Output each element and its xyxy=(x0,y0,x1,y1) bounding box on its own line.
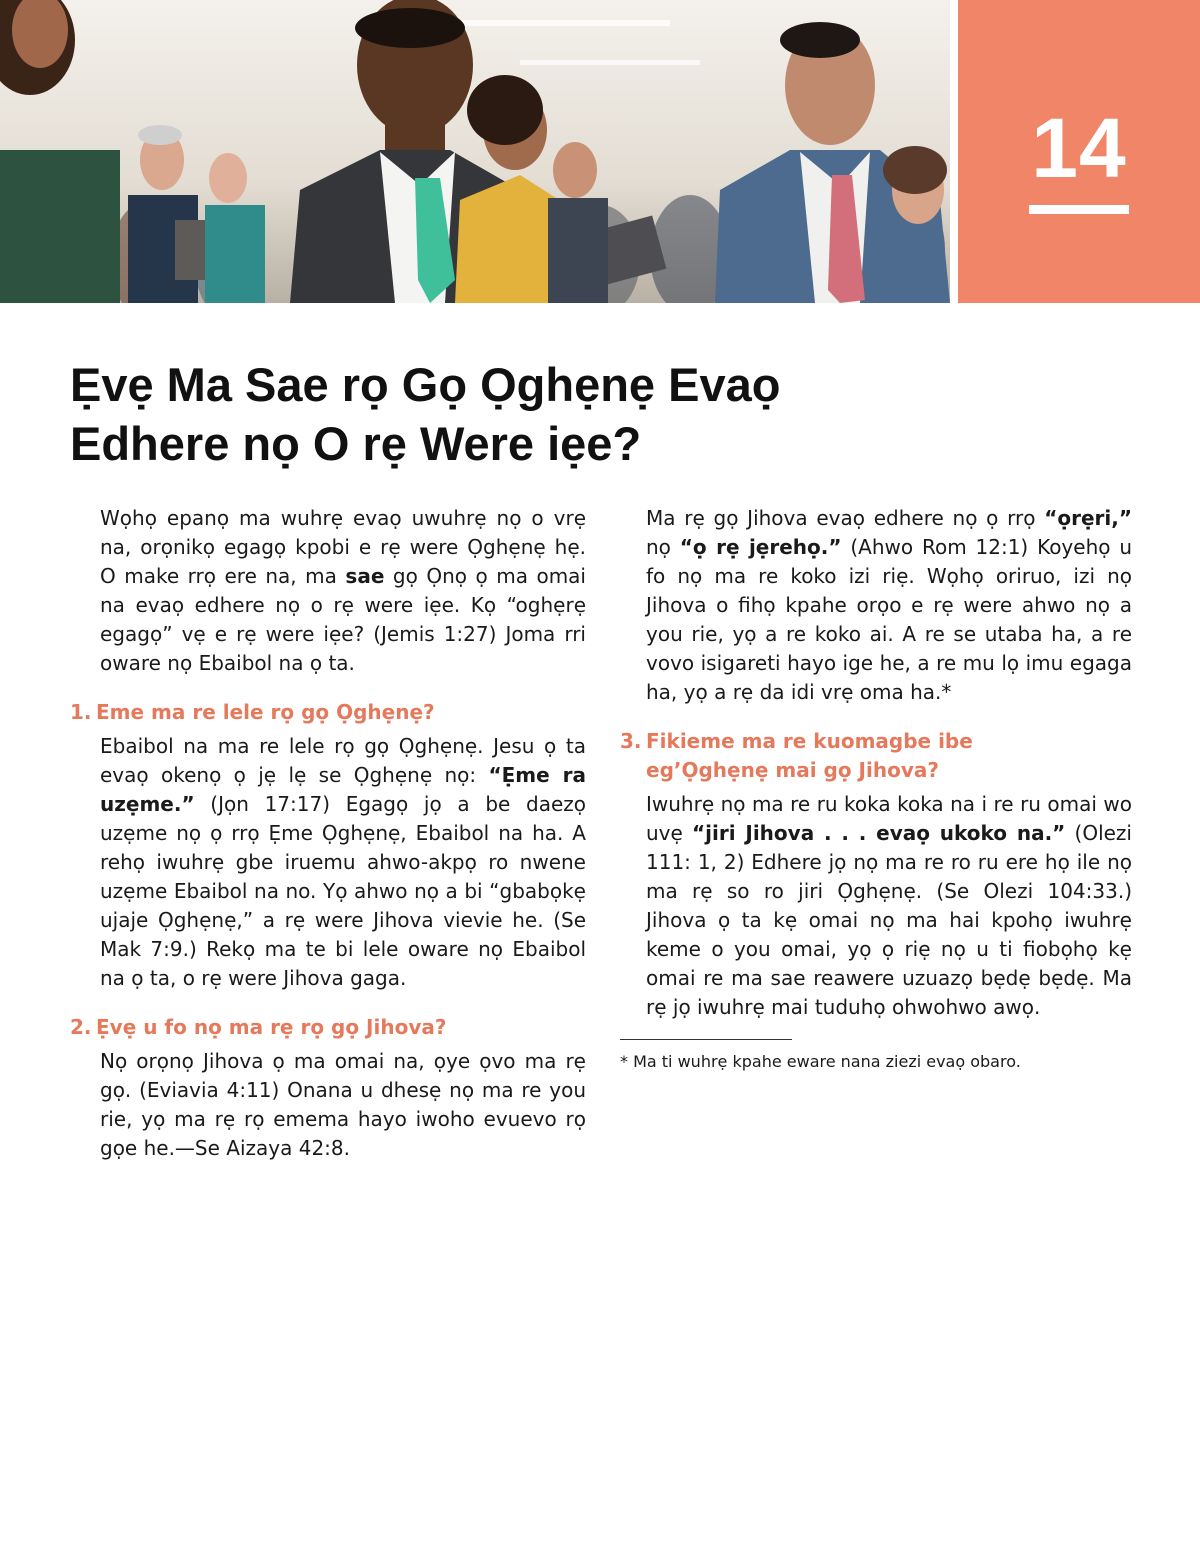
question-1-number: 1. xyxy=(70,700,92,724)
lesson-number: 14 xyxy=(1031,101,1127,195)
intro-paragraph xyxy=(70,504,586,678)
question-2 xyxy=(70,1013,586,1042)
footnote-divider xyxy=(620,1039,792,1040)
question-2-text: Ẹvẹ u fo nọ ma rẹ rọ gọ Jihova? xyxy=(96,1015,447,1039)
header-photo xyxy=(0,0,950,303)
question-1-text: Eme ma re lele rọ gọ Ọghẹnẹ? xyxy=(96,700,435,724)
answer-2-cont-bold-2: “ọ rẹ jẹrehọ.” xyxy=(679,535,842,559)
answer-3-paragraph xyxy=(620,790,1132,1022)
question-3-number: 3. xyxy=(620,729,642,753)
question-1 xyxy=(70,698,586,727)
lesson-number-underline xyxy=(1029,205,1129,214)
answer-2-text-1: Nọ orọnọ Jihova ọ ma omai na, ọye ọvo ma rẹ gọ. (Eviavia 4:11) Onana u dhesẹ nọ ma re you rie, yọ ma rẹ rọ emema hayo iwoho evuevo rọ gọe he.—Se Aizaya 42:8. xyxy=(100,1049,586,1160)
answer-1-paragraph xyxy=(70,732,586,993)
answer-1-bold-1: “Ẹme ra uzẹme.” xyxy=(100,763,586,816)
question-3-line-1: Fikieme ma re kuomagbe ibe xyxy=(646,729,973,753)
question-3-line-2: eg’Ọghẹnẹ mai gọ Jihova? xyxy=(646,758,939,782)
intro-text-2: gọ Ọnọ ọ ma omai na evaọ edhere nọ o rẹ were iẹe. Kọ “oghẹrẹ egagọ” vẹ e rẹ were iẹe? (Jemis 1:27) Joma rri oware nọ Ebaibol na ọ ta. xyxy=(100,564,586,675)
page-title-line-2: Edhere nọ O rẹ Were iẹe? xyxy=(70,417,642,470)
footnote: * Ma ti wuhrẹ kpahe eware nana ziezi evaọ obaro. xyxy=(620,1052,1021,1071)
intro-bold-1: sae xyxy=(345,564,385,588)
lesson-number-badge xyxy=(958,0,1200,303)
question-3 xyxy=(620,727,1132,785)
answer-2-cont-bold-1: “ọrẹri,” xyxy=(1044,506,1132,530)
answer-2-continued-paragraph xyxy=(620,504,1132,707)
page-title xyxy=(70,355,1130,473)
intro-text-1: Wọhọ epanọ ma wuhrẹ evaọ uwuhrẹ nọ o vrẹ na, orọnikọ egagọ kpobi e rẹ were Ọghẹnẹ hẹ. O make rrọ ere na, ma xyxy=(100,506,586,588)
answer-3-text-2: (Olezi 111: 1, 2) Edhere jọ nọ ma re ro ru ere họ ile nọ ma rẹ so ro jiri Ọghẹnẹ. (Se Olezi 104:33.) Jihova ọ ta kẹ omai nọ ma hai kpohọ iwuhrẹ keme o you omai, yọ ọ riẹ nọ u ti fiobọhọ kẹ omai re ma sae reawere uzuazọ bẹdẹ bẹdẹ. Ma rẹ jọ iwuhrẹ mai tuduhọ ohwohwo awọ. xyxy=(646,821,1132,1019)
answer-1-text-2: (Jọn 17:17) Egagọ jọ a be daezọ uzẹme nọ ọ rrọ Ẹme Ọghẹnẹ, Ebaibol na ha. A rehọ iwuhrẹ gbe iruemu ahwo-akpọ ro nwene uzẹme Ebaibol na no. Yọ ahwo nọ a bi “gbabọkẹ ujaje Ọghẹnẹ,” a rẹ were Jihova vievie he. (Se Mak 7:9.) Rekọ ma te bi lele oware nọ Ebaibol na ọ ta, o rẹ were Jihova gaga. xyxy=(100,792,586,990)
answer-3-bold-1: “jiri Jihova . . . evaọ ukoko na.” xyxy=(692,821,1066,845)
answer-3-text-1: Iwuhrẹ nọ ma re ru koka koka na i re ru omai wo uvẹ xyxy=(646,792,1132,845)
question-3-text xyxy=(646,727,1132,785)
question-2-number: 2. xyxy=(70,1015,92,1039)
answer-1-text-1: Ebaibol na ma re lele rọ gọ Ọghẹnẹ. Jesu ọ ta evaọ okenọ ọ jẹ lẹ se Ọghẹnẹ nọ: xyxy=(100,734,586,787)
answer-2-paragraph xyxy=(70,1047,586,1163)
answer-2-cont-text-3: (Ahwo Rom 12:1) Koyehọ u fo nọ ma re koko izi riẹ. Wọhọ oriruo, izi nọ Jihova o fihọ kpahe orọo e rẹ were ahwo nọ a you rie, yọ a re koko ai. A re se utaba ha, a re vovo isigareti hayo ige he, a re mu lọ imu egaga ha, yọ a rẹ da idi vrẹ oma ha.* xyxy=(646,535,1132,704)
left-column xyxy=(70,504,586,1163)
answer-2-cont-text-1: Ma rẹ gọ Jihova evaọ edhere nọ ọ rrọ xyxy=(646,506,1045,530)
answer-2-cont-text-2: nọ xyxy=(646,535,680,559)
page-title-line-1: Ẹvẹ Ma Sae rọ Gọ Ọghẹnẹ Evaọ xyxy=(70,358,781,411)
right-column xyxy=(620,504,1132,1073)
